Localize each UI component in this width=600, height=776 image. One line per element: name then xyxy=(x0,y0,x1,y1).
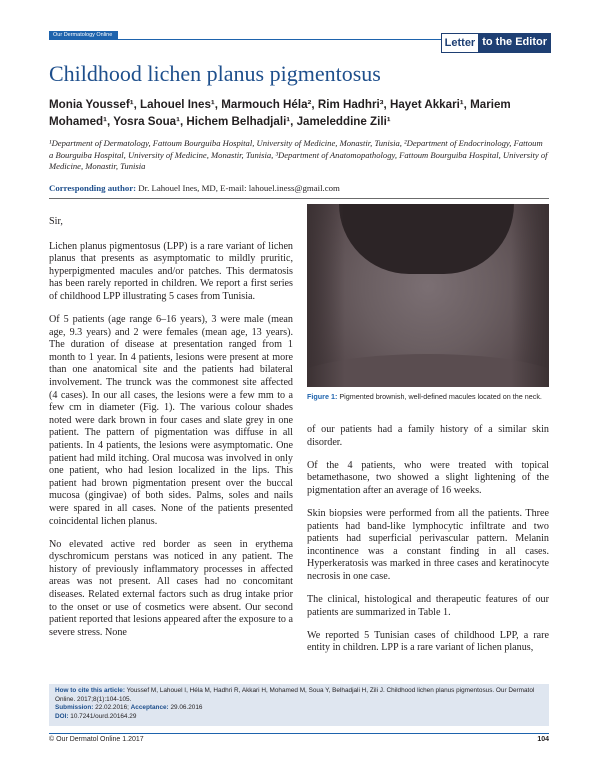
journal-tag: Our Dermatology Online xyxy=(49,31,118,40)
footer-rule xyxy=(49,733,549,734)
citation-box xyxy=(49,684,549,726)
doi-text[interactable]: 10.7241/ourd.20164.29 xyxy=(68,712,137,720)
photo-shade-right xyxy=(511,204,549,387)
section-badge-editor: to the Editor xyxy=(479,33,551,53)
section-badge-letter: Letter xyxy=(441,33,480,53)
paragraph: We reported 5 Tunisian cases of childhood LPP, a rare entity in children. LPP is a rare variant of lichen planus, xyxy=(307,629,549,654)
salutation: Sir, xyxy=(49,216,63,227)
body-column-left xyxy=(49,216,293,650)
divider xyxy=(49,198,549,199)
submission-label: Submission: xyxy=(55,704,94,712)
paragraph: Lichen planus pigmentosus (LPP) is a rare variant of lichen planus that presents as asymptomatic to mildly pruritic, hyperpigmented macules and/or patches. This dermatosis has been rarely reported in children. We report a first series of childhood LPP illustrating 5 cases from Tunisia. xyxy=(49,240,293,302)
section-badge xyxy=(441,33,551,53)
corresponding-text: Dr. Lahouel Ines, MD, E-mail: lahouel.iness@gmail.com xyxy=(136,183,340,193)
paragraph: The clinical, histological and therapeutic features of our patients are summarized in Table 1. xyxy=(307,594,549,618)
body-column-right xyxy=(307,424,549,665)
doi-line xyxy=(55,713,543,722)
paragraph: Of the 4 patients, who were treated with topical betamethasone, two showed a slight lightening of the pigmentation after an average of 16 weeks. xyxy=(307,459,549,496)
citation-label: How to cite this article: xyxy=(55,687,125,694)
figure-caption-label: Figure 1: xyxy=(307,392,338,401)
figure-neck-photo xyxy=(307,204,549,387)
figure-caption-text: Pigmented brownish, well-defined macules located on the neck. xyxy=(337,392,542,401)
photo-shade-left xyxy=(307,204,345,387)
photo-hair xyxy=(339,204,514,274)
acceptance-date: 29.06.2016 xyxy=(168,704,203,712)
corresponding-author xyxy=(49,183,549,194)
author-list: Monia Youssef¹, Lahouel Ines¹, Marmouch Héla², Rim Hadhri³, Hayet Akkari¹, Mariem Mohamed¹, Yosra Soua¹, Hichem Belhadjali¹, Jameleddine Zili¹ xyxy=(49,98,511,128)
affiliations: ¹Department of Dermatology, Fattoum Bourguiba Hospital, University of Medicine, Monastir, Tunisia, ²Department of Endocrinology, Fattoum a Bourguiba Hospital, University of Medicine, Monastir, Tunisia, ³Department of Anatomopathology, Fattoum Bourguiba Hospital, University of Medicine, Monastir, Tunisia xyxy=(49,138,548,171)
corresponding-label: Corresponding author: xyxy=(49,183,137,193)
footer-copyright: © Our Dermatol Online 1.2017 xyxy=(49,736,144,743)
page-number: 104 xyxy=(537,736,549,743)
paragraph: Of 5 patients (age range 6–16 years), 3 were male (mean age, 9.3 years) and 2 were females (mean age, 13 years). The duration of disease at presentation ranged from 1 month to 1 year. In 4 patients, lesions were present at more than one anatomical site and the patients had bilateral involvement. The trunck was the commonest site affected (4 cases). In our all cases, the lesions were a few mm to a few cm in diameter (Fig. 1). The various colour shades noted were dark brown in four cases and slate grey in one patient. The pattern of pigmentation was diffuse in all patients. In 4 patients, the lesions were asymptomatic. One patient had mild itching. Oral mucosa was involved in only one patient, who had lesion localized in the lips. This patient had brown pigmentation present over the buccal mucosa (gingivae) of both sides. Palms, soles and nails were spared in all cases. None of the patients presented coincidental lichen planus. xyxy=(49,314,293,527)
paragraph: Skin biopsies were performed from all the patients. Three patients had band-like lymphocytic infiltrate and two patients had superficial perivascular pattern. Melanin incontinence was a constant finding in all cases. Hyperkeratosis was marked in three cases and keratinocyte necrosis in one case. xyxy=(307,507,549,582)
doi-label: DOI: xyxy=(55,712,69,720)
paragraph: of our patients had a family history of a similar skin disorder. xyxy=(307,424,549,448)
citation-line xyxy=(55,687,543,704)
paragraph: No elevated active red border as seen in erythema dyschromicum perstans was noticed in any patient. The history of previously inflammatory processes in affected areas was not present. All cases had no concomitant diseases. Related external factors such as drug intake prior to the onset or use of cosmetics were absent. Our second patient reported that lesions appeared after the exposure to a severe stress. None xyxy=(49,538,293,638)
dates-line xyxy=(55,704,543,713)
submission-date: 22.02.2016; xyxy=(93,704,131,712)
figure-caption xyxy=(307,392,549,401)
acceptance-label: Acceptance: xyxy=(130,704,169,712)
article-title: Childhood lichen planus pigmentosus xyxy=(49,61,381,86)
citation-text: Youssef M, Lahouel I, Héla M, Hadhri R, Akkari H, Mohamed M, Soua Y, Belhadjali H, Zili J. Childhood lichen planus pigmentosus. Our Dermatol Online. 2017;8(1):104-105. xyxy=(55,687,535,703)
